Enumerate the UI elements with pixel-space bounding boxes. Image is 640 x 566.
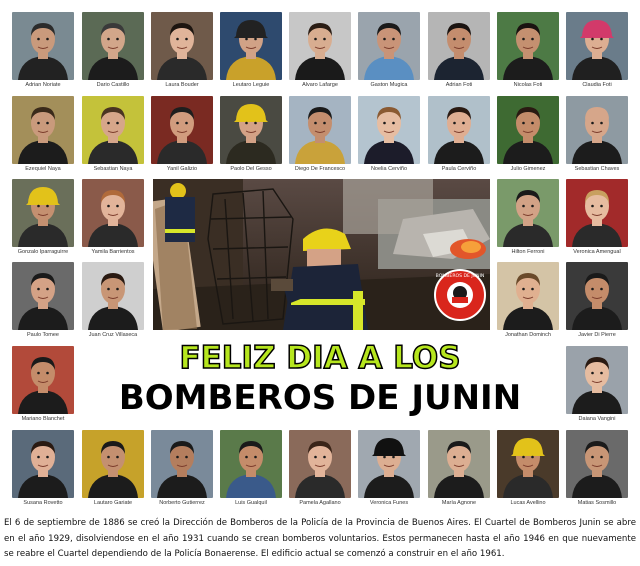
portrait-tile	[151, 12, 213, 90]
portrait-tile	[428, 96, 490, 174]
portrait-name: Paulo Tomee	[26, 332, 59, 338]
portrait-photo	[82, 262, 144, 330]
portrait-photo	[12, 346, 74, 414]
portrait-photo	[497, 12, 559, 80]
portrait-photo	[82, 430, 144, 498]
portrait-tile	[566, 346, 628, 424]
portrait-photo	[82, 12, 144, 80]
portrait-tile	[566, 179, 628, 257]
portrait-tile	[12, 262, 74, 340]
portrait-photo	[289, 96, 351, 164]
portrait-photo	[358, 430, 420, 498]
portrait-tile	[82, 262, 144, 340]
fire-scene-illustration	[153, 179, 490, 330]
headline-line-2: BOMBEROS DE JUNIN	[118, 378, 522, 418]
portrait-tile	[82, 12, 144, 90]
portrait-name: Sebastian Chaves	[574, 166, 620, 172]
portrait-name: Jonathan Dominch	[505, 332, 551, 338]
portrait-photo	[566, 346, 628, 414]
portrait-tile	[12, 179, 74, 257]
portrait-photo	[497, 96, 559, 164]
portrait-name: Nicolas Foti	[513, 82, 543, 88]
portrait-tile	[289, 96, 351, 174]
portrait-photo	[497, 430, 559, 498]
portrait-photo	[151, 12, 213, 80]
portrait-tile	[428, 430, 490, 508]
portrait-name: Leutaro Leguie	[232, 82, 270, 88]
portrait-name: Claudia Foti	[582, 82, 612, 88]
portrait-photo	[12, 430, 74, 498]
portrait-name: Gonzalo Iparraguirre	[17, 249, 69, 255]
portrait-tile	[12, 96, 74, 174]
portrait-photo	[428, 96, 490, 164]
portrait-name: Juan Cruz Villaseca	[88, 332, 138, 338]
portrait-photo	[220, 430, 282, 498]
headline-line-1: FELIZ DIA A LOS	[179, 340, 461, 376]
portrait-tile	[497, 430, 559, 508]
portrait-name: Lautaro Gariate	[93, 500, 133, 506]
portrait-tile	[82, 179, 144, 257]
portrait-photo	[566, 262, 628, 330]
portrait-name: Pamela Agallano	[299, 500, 341, 506]
portrait-name: Adrian Foti	[445, 82, 473, 88]
portrait-photo	[289, 430, 351, 498]
portrait-tile	[220, 12, 282, 90]
portrait-tile	[566, 12, 628, 90]
portrait-name: Adrian Noriate	[25, 82, 61, 88]
portrait-tile	[289, 12, 351, 90]
portrait-tile	[497, 96, 559, 174]
portrait-tile	[358, 12, 420, 90]
portrait-photo	[428, 12, 490, 80]
portrait-photo	[82, 179, 144, 247]
portrait-name: Hilton Ferroni	[511, 249, 545, 255]
portrait-photo	[358, 96, 420, 164]
portrait-photo	[151, 96, 213, 164]
portrait-tile	[12, 346, 74, 424]
portrait-name: Mariano Blanchet	[21, 416, 65, 422]
portrait-name: Paolo Del Gesso	[230, 166, 272, 172]
portrait-tile	[566, 262, 628, 340]
portrait-name: Ezequiel Naya	[25, 166, 61, 172]
portrait-photo	[289, 12, 351, 80]
portrait-name: Veronica Funes	[369, 500, 409, 506]
portrait-name: Sebastian Naya	[93, 166, 133, 172]
portrait-tile	[428, 12, 490, 90]
portrait-name: Yanil Galizio	[166, 166, 198, 172]
portrait-name: Norberto Gutierrez	[159, 500, 205, 506]
portrait-tile	[220, 430, 282, 508]
portrait-photo	[428, 430, 490, 498]
portrait-photo	[566, 96, 628, 164]
portrait-tile	[497, 262, 559, 340]
portrait-tile	[151, 430, 213, 508]
portrait-name: Alvaro Lafarge	[302, 82, 338, 88]
portrait-name: María Agnone	[441, 500, 477, 506]
portrait-name: Julio Gimenez	[510, 166, 546, 172]
portrait-name: Susana Rovetto	[23, 500, 63, 506]
portrait-tile	[566, 430, 628, 508]
portrait-name: Dario Castillo	[96, 82, 130, 88]
portrait-photo	[566, 179, 628, 247]
portrait-name: Luis Gualquil	[235, 500, 267, 506]
svg-text:BOMBEROS DE JUNIN: BOMBEROS DE JUNIN	[435, 274, 485, 279]
portrait-photo	[151, 430, 213, 498]
portrait-photo	[566, 430, 628, 498]
portrait-tile	[151, 96, 213, 174]
portrait-photo	[220, 12, 282, 80]
portrait-photo	[12, 262, 74, 330]
portrait-photo	[497, 262, 559, 330]
portrait-name: Noelia Cerviño	[370, 166, 408, 172]
portrait-tile	[82, 430, 144, 508]
portrait-tile	[497, 12, 559, 90]
history-caption: El 6 de septiembre de 1886 se creó la Dirección de Bomberos de la Policía de la Provincia de Buenos Aires. El Cuartel de Bomberos Junin se abre en el año 1929, disolviendose en el año 1931 cuando se crean bomberos voluntarios. Estos permanecen hasta el año 1946 en que nuevamente se reabre el Cuartel dependiendo de la Policía Bonaerense. El edificio actual se comenzó a construir en el año 1961.	[4, 518, 636, 559]
portrait-name: Gaston Mugica	[370, 82, 408, 88]
firefighter-scene-photo	[153, 179, 490, 330]
portrait-tile	[82, 96, 144, 174]
portrait-tile	[289, 430, 351, 508]
portrait-photo	[12, 12, 74, 80]
portrait-name: Diego De Francesco	[294, 166, 346, 172]
portrait-name: Veronica Amengual	[573, 249, 621, 255]
portrait-name: Paula Cerviño	[441, 166, 477, 172]
portrait-photo	[12, 96, 74, 164]
portrait-photo	[566, 12, 628, 80]
portrait-tile	[566, 96, 628, 174]
portrait-photo	[12, 179, 74, 247]
portrait-tile	[220, 96, 282, 174]
portrait-tile	[358, 96, 420, 174]
portrait-name: Lucas Avellino	[510, 500, 546, 506]
portrait-tile	[358, 430, 420, 508]
portrait-photo	[358, 12, 420, 80]
portrait-tile	[12, 430, 74, 508]
portrait-name: Daiana Vangini	[578, 416, 616, 422]
portrait-name: Matias Sosmillo	[577, 500, 617, 506]
portrait-tile	[12, 12, 74, 90]
headline	[80, 340, 560, 420]
portrait-photo	[82, 96, 144, 164]
portrait-photo	[497, 179, 559, 247]
portrait-photo	[220, 96, 282, 164]
junin-fire-badge	[435, 270, 485, 320]
portrait-tile	[497, 179, 559, 257]
portrait-name: Yamila Barrientos	[91, 249, 135, 255]
portrait-name: Javier Di Pierre	[578, 332, 616, 338]
portrait-name: Laura Bouder	[165, 82, 199, 88]
